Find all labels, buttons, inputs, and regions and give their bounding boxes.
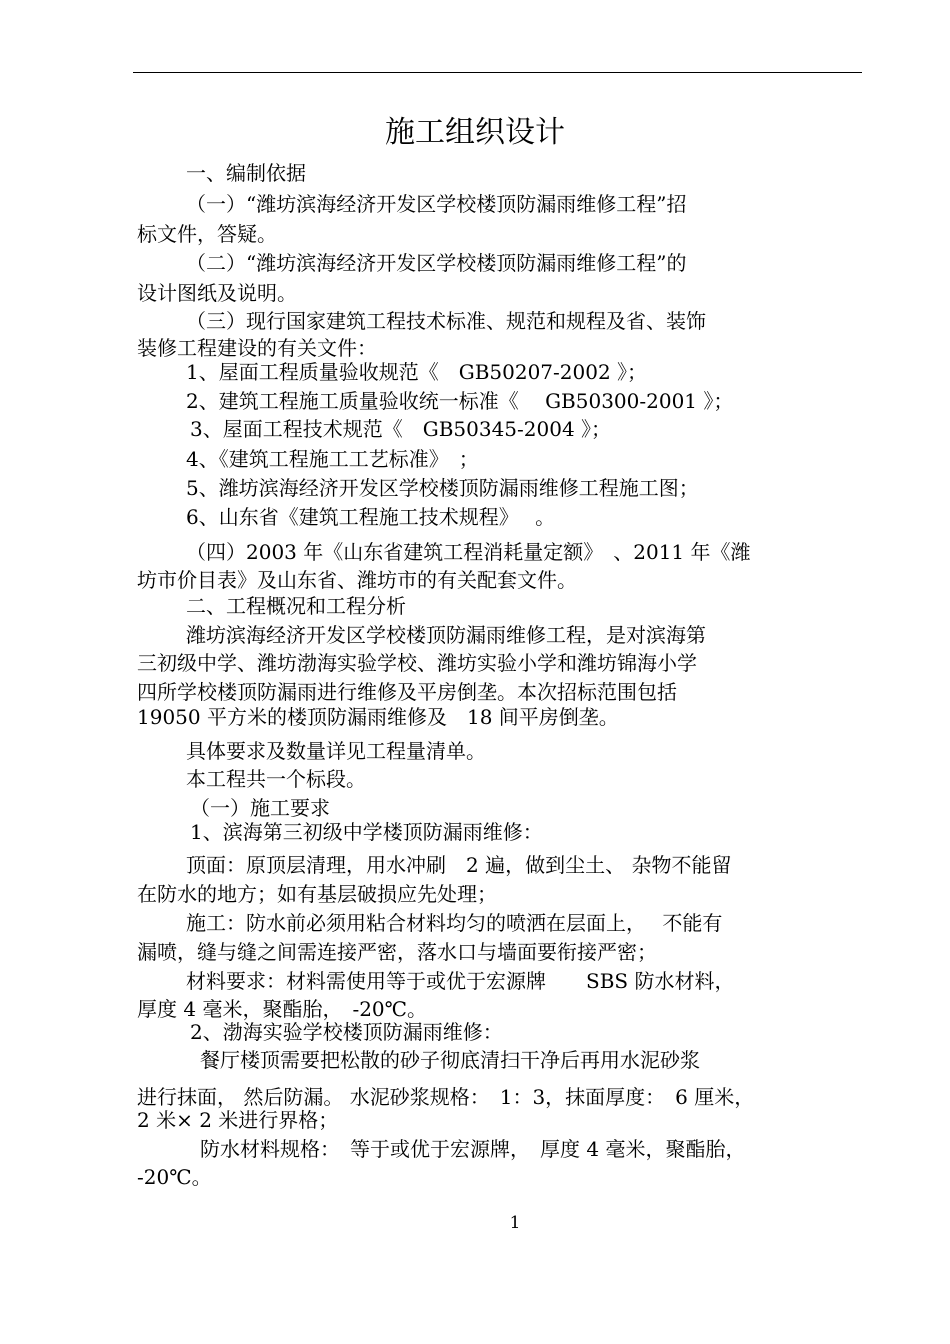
header-rule — [133, 72, 862, 73]
paragraph-line: 在防水的地方；如有基层破损应先处理； — [137, 882, 497, 906]
paragraph-line: 19050 平方米的楼顶防漏雨维修及 18 间平房倒垄。 — [137, 705, 619, 729]
paragraph-line: （一）“潍坊滨海经济开发区学校楼顶防漏雨维修工程”招 — [186, 192, 687, 216]
paragraph-line: （四）2003 年《山东省建筑工程消耗量定额》 、2011 年《潍 — [186, 540, 751, 564]
subsection-heading: （一）施工要求 — [190, 796, 330, 820]
section-heading-basis: 一、编制依据 — [186, 161, 306, 185]
list-item: 5、潍坊滨海经济开发区学校楼顶防漏雨维修工程施工图； — [186, 476, 699, 500]
paragraph-line: 顶面：原顶层清理，用水冲刷 2 遍，做到尘土、 杂物不能留 — [186, 853, 732, 877]
paragraph-line: （二）“潍坊滨海经济开发区学校楼顶防漏雨维修工程”的 — [186, 251, 687, 275]
paragraph-line: 三初级中学、潍坊渤海实验学校、潍坊实验小学和潍坊锦海小学 — [137, 651, 697, 675]
list-item: 3、屋面工程技术规范《 GB50345-2004 》； — [190, 417, 612, 441]
section-heading-overview: 二、工程概况和工程分析 — [186, 594, 406, 618]
paragraph-line: 潍坊滨海经济开发区学校楼顶防漏雨维修工程，是对滨海第 — [186, 623, 706, 647]
list-item: 2、建筑工程施工质量验收统一标准《 GB50300-2001 》； — [186, 389, 734, 413]
document-title: 施工组织设计 — [385, 115, 565, 150]
list-item: 6、山东省《建筑工程施工技术规程》 。 — [186, 505, 556, 529]
page-number: 1 — [509, 1213, 521, 1233]
paragraph-line: 进行抹面， 然后防漏。 水泥砂浆规格： 1：3，抹面厚度： 6 厘米， — [137, 1085, 755, 1109]
paragraph-line: 本工程共一个标段。 — [186, 767, 366, 791]
paragraph-line: 装修工程建设的有关文件： — [137, 336, 377, 360]
paragraph-line: 具体要求及数量详见工程量清单。 — [186, 739, 486, 763]
list-item: 1、屋面工程质量验收规范《 GB50207-2002 》； — [186, 360, 648, 384]
paragraph-line: 防水材料规格： 等于或优于宏源牌， 厚度 4 毫米，聚酯胎， — [200, 1137, 746, 1161]
list-item: 2、渤海实验学校楼顶防漏雨维修： — [190, 1020, 503, 1044]
paragraph-line: 厚度 4 毫米，聚酯胎， -20℃。 — [137, 997, 428, 1021]
paragraph-line: 漏喷，缝与缝之间需连接严密，落水口与墙面要衔接严密； — [137, 940, 657, 964]
paragraph-line: 2 米× 2 米进行界格； — [137, 1108, 339, 1132]
paragraph-line: -20℃。 — [137, 1165, 212, 1189]
paragraph-line: 材料要求：材料需使用等于或优于宏源牌 SBS 防水材料， — [186, 969, 735, 993]
paragraph-line: 餐厅楼顶需要把松散的砂子彻底清扫干净后再用水泥砂浆 — [200, 1048, 700, 1072]
paragraph-line: 四所学校楼顶防漏雨进行维修及平房倒垄。本次招标范围包括 — [137, 680, 677, 704]
list-item: 4、《建筑工程施工工艺标准》 ； — [186, 447, 479, 471]
list-item: 1、滨海第三初级中学楼顶防漏雨维修： — [190, 820, 543, 844]
paragraph-line: 设计图纸及说明。 — [137, 281, 297, 305]
paragraph-line: 标文件，答疑。 — [137, 222, 277, 246]
paragraph-line: 坊市价目表》及山东省、潍坊市的有关配套文件。 — [137, 568, 577, 592]
paragraph-line: 施工：防水前必须用粘合材料均匀的喷洒在层面上， 不能有 — [186, 911, 723, 935]
paragraph-line: （三）现行国家建筑工程技术标准、规范和规程及省、装饰 — [186, 309, 706, 333]
